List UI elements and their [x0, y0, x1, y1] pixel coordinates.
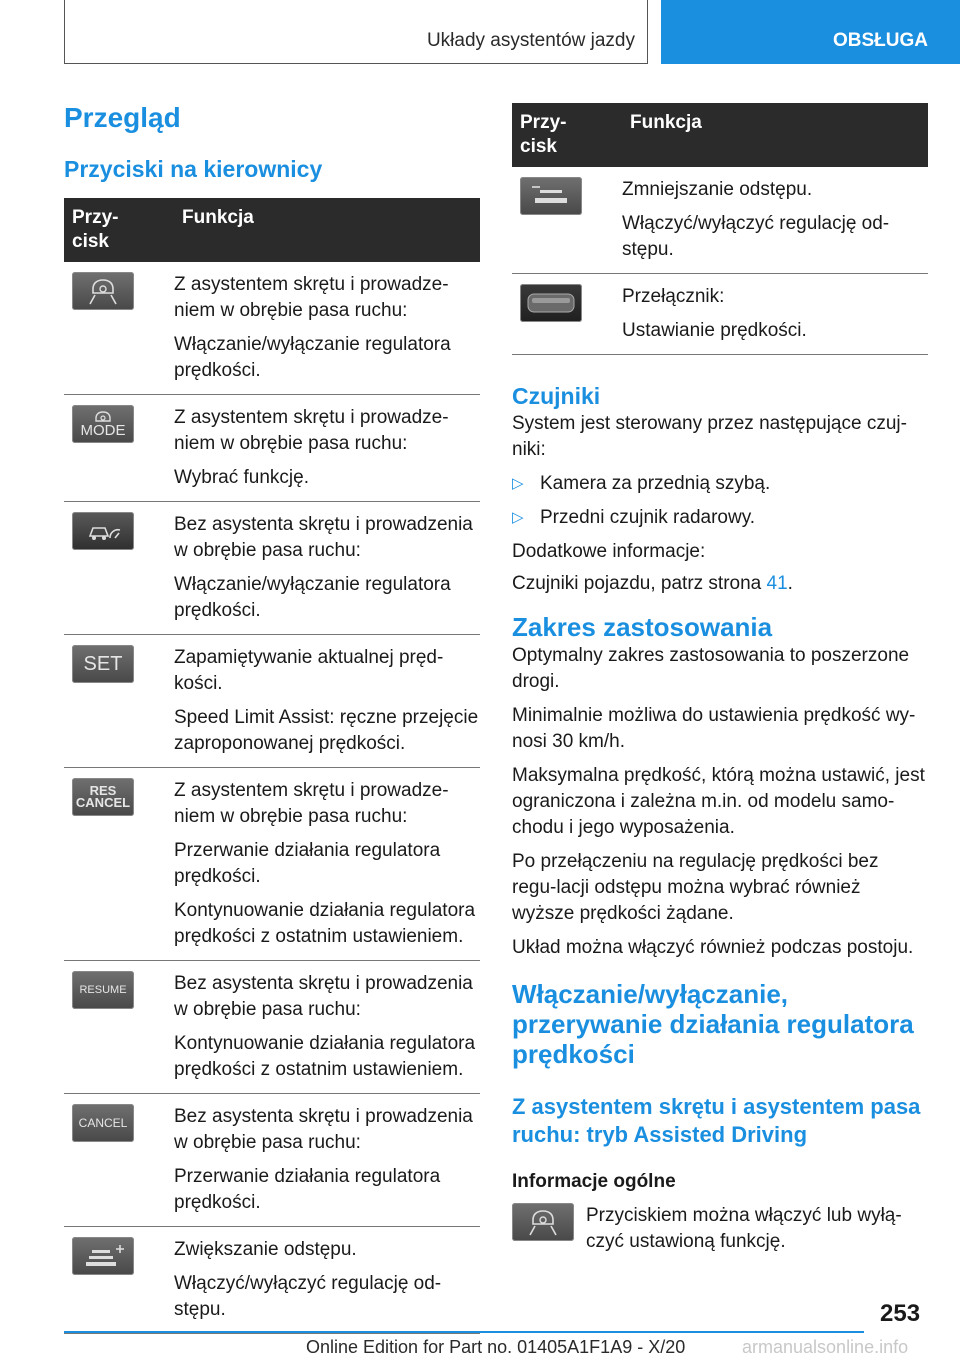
row-line: Ustawianie prędkości.	[622, 320, 807, 341]
list-item-text: Kamera za przednią szybą.	[540, 473, 771, 494]
page-title: Przegląd	[64, 102, 181, 133]
table-row	[64, 502, 480, 635]
col-header-function: Funkcja	[174, 198, 480, 262]
rocker-switch-icon	[520, 284, 582, 322]
toggle-heading: Włączanie/wyłączanie, przerywanie działania regulatora prędkości	[512, 979, 914, 1069]
res-cancel-button-icon: RES CANCEL	[72, 778, 134, 816]
col-header-button: Przy- cisk	[64, 198, 174, 262]
more-info-label: Dodatkowe informacje:	[512, 541, 706, 562]
watermark: armanualsonline.info	[742, 1337, 909, 1357]
row-line: Włączanie/wyłączanie regulatora prędkości.	[174, 574, 451, 621]
left-column	[64, 100, 480, 1334]
section-subtitle: Przyciski na kierownicy	[64, 156, 323, 182]
table-row	[64, 262, 480, 395]
row-line: Kontynuowanie działania regulatora prędkości z ostatnim ustawieniem.	[174, 900, 476, 947]
range-heading: Zakres zastosowania	[512, 612, 773, 642]
table-row	[64, 1094, 480, 1227]
table-row	[512, 274, 928, 355]
sensors-list	[512, 471, 928, 531]
steering-assist-icon	[72, 272, 134, 310]
right-column	[512, 103, 928, 1255]
page-link[interactable]: 41	[766, 573, 788, 594]
row-line: Z asystentem skrętu i prowadze-niem w obrębie pasa ruchu:	[174, 780, 449, 827]
row-line: Kontynuowanie działania regulatora prędkości z ostatnim ustawieniem.	[174, 1033, 476, 1080]
mode-button-label: MODE	[80, 422, 126, 439]
row-line: Zwiększanie odstępu.	[174, 1239, 357, 1260]
general-info-text: Przyciskiem można włączyć lub wyłą-czyć ustawioną funkcję.	[586, 1205, 902, 1252]
chapter-tab[interactable]	[661, 0, 960, 64]
range-paragraph: Układ można włączyć również podczas postoju.	[512, 937, 914, 958]
list-item-text: Przedni czujnik radarowy.	[540, 507, 756, 528]
row-line: Przerwanie działania regulatora prędkości.	[174, 1166, 441, 1213]
list-item	[512, 471, 928, 497]
row-line: Bez asystenta skrętu i prowadzenia w obrębie pasa ruchu:	[174, 973, 473, 1020]
footer-rule	[64, 1331, 864, 1333]
row-line: Włączanie/wyłączanie regulatora prędkości.	[174, 334, 451, 381]
buttons-table-left	[64, 198, 480, 1334]
row-line: Z asystentem skrętu i prowadze-niem w obrębie pasa ruchu:	[174, 274, 449, 321]
range-paragraph: Po przełączeniu na regulację prędkości bez regu-lacji odstępu można wybrać również wyższe prędkości żądane.	[512, 851, 879, 924]
range-paragraph: Maksymalna prędkość, którą można ustawić, jest ograniczona i zależna m.in. od modelu samo-chodu i jego wyposażenia.	[512, 765, 925, 838]
reference-text: Czujniki pojazdu, patrz strona	[512, 573, 767, 594]
row-line: Wybrać funkcję.	[174, 467, 309, 488]
row-line: Przełącznik:	[622, 286, 725, 307]
row-line: Zapamiętywanie aktualnej pręd-kości.	[174, 647, 444, 694]
set-button-icon: SET	[72, 645, 134, 683]
sensors-reference	[512, 571, 928, 597]
row-line: Speed Limit Assist: ręczne przejęcie zaproponowanej prędkości.	[174, 707, 479, 754]
row-line: Przerwanie działania regulatora prędkości.	[174, 840, 441, 887]
sensors-heading: Czujniki	[512, 383, 601, 409]
row-line: Bez asystenta skrętu i prowadzenia w obrębie pasa ruchu:	[174, 514, 473, 561]
col-header-button: Przy- cisk	[512, 103, 622, 167]
section-title: Układy asystentów jazdy	[426, 30, 635, 51]
page-number: 253	[880, 1300, 921, 1327]
buttons-table-right	[512, 103, 928, 355]
range-paragraph: Minimalnie możliwa do ustawienia prędkość wy-nosi 30 km/h.	[512, 705, 916, 752]
mode-button-icon	[72, 405, 134, 443]
steering-assist-icon	[512, 1203, 574, 1241]
general-info-heading: Informacje ogólne	[512, 1171, 676, 1192]
general-info-block	[512, 1203, 928, 1255]
row-line: Bez asystenta skrętu i prowadzenia w obrębie pasa ruchu:	[174, 1106, 473, 1153]
table-row	[64, 1227, 480, 1334]
row-line: Włączyć/wyłączyć regulację od-stępu.	[174, 1273, 442, 1320]
table-row	[64, 961, 480, 1094]
edition-text: Online Edition for Part no. 01405A1F1A9 - X/20	[306, 1337, 686, 1357]
row-line: Z asystentem skrętu i prowadze-niem w obrębie pasa ruchu:	[174, 407, 449, 454]
table-row	[512, 167, 928, 274]
table-row	[64, 395, 480, 502]
triangle-bullet-icon: ▷	[512, 509, 524, 526]
distance-decrease-icon	[520, 177, 582, 215]
row-line: Zmniejszanie odstępu.	[622, 179, 813, 200]
cruise-control-icon	[72, 512, 134, 550]
sensors-intro: System jest sterowany przez następujące czuj-niki:	[512, 413, 907, 460]
distance-increase-icon	[72, 1237, 134, 1275]
row-line: Włączyć/wyłączyć regulację od-stępu.	[622, 213, 890, 260]
col-header-function: Funkcja	[622, 103, 928, 167]
resume-button-icon: RESUME	[72, 971, 134, 1009]
reference-end: .	[787, 573, 793, 594]
triangle-bullet-icon: ▷	[512, 475, 524, 492]
table-row	[64, 768, 480, 961]
chapter-tab-label: OBSŁUGA	[833, 30, 928, 51]
range-paragraph: Optymalny zakres zastosowania to poszerzone drogi.	[512, 645, 910, 692]
toggle-subheading: Z asystentem skrętu i asystentem pasa ruchu: tryb Assisted Driving	[512, 1094, 921, 1147]
cancel-button-icon: CANCEL	[72, 1104, 134, 1142]
table-row	[64, 635, 480, 768]
list-item	[512, 505, 928, 531]
